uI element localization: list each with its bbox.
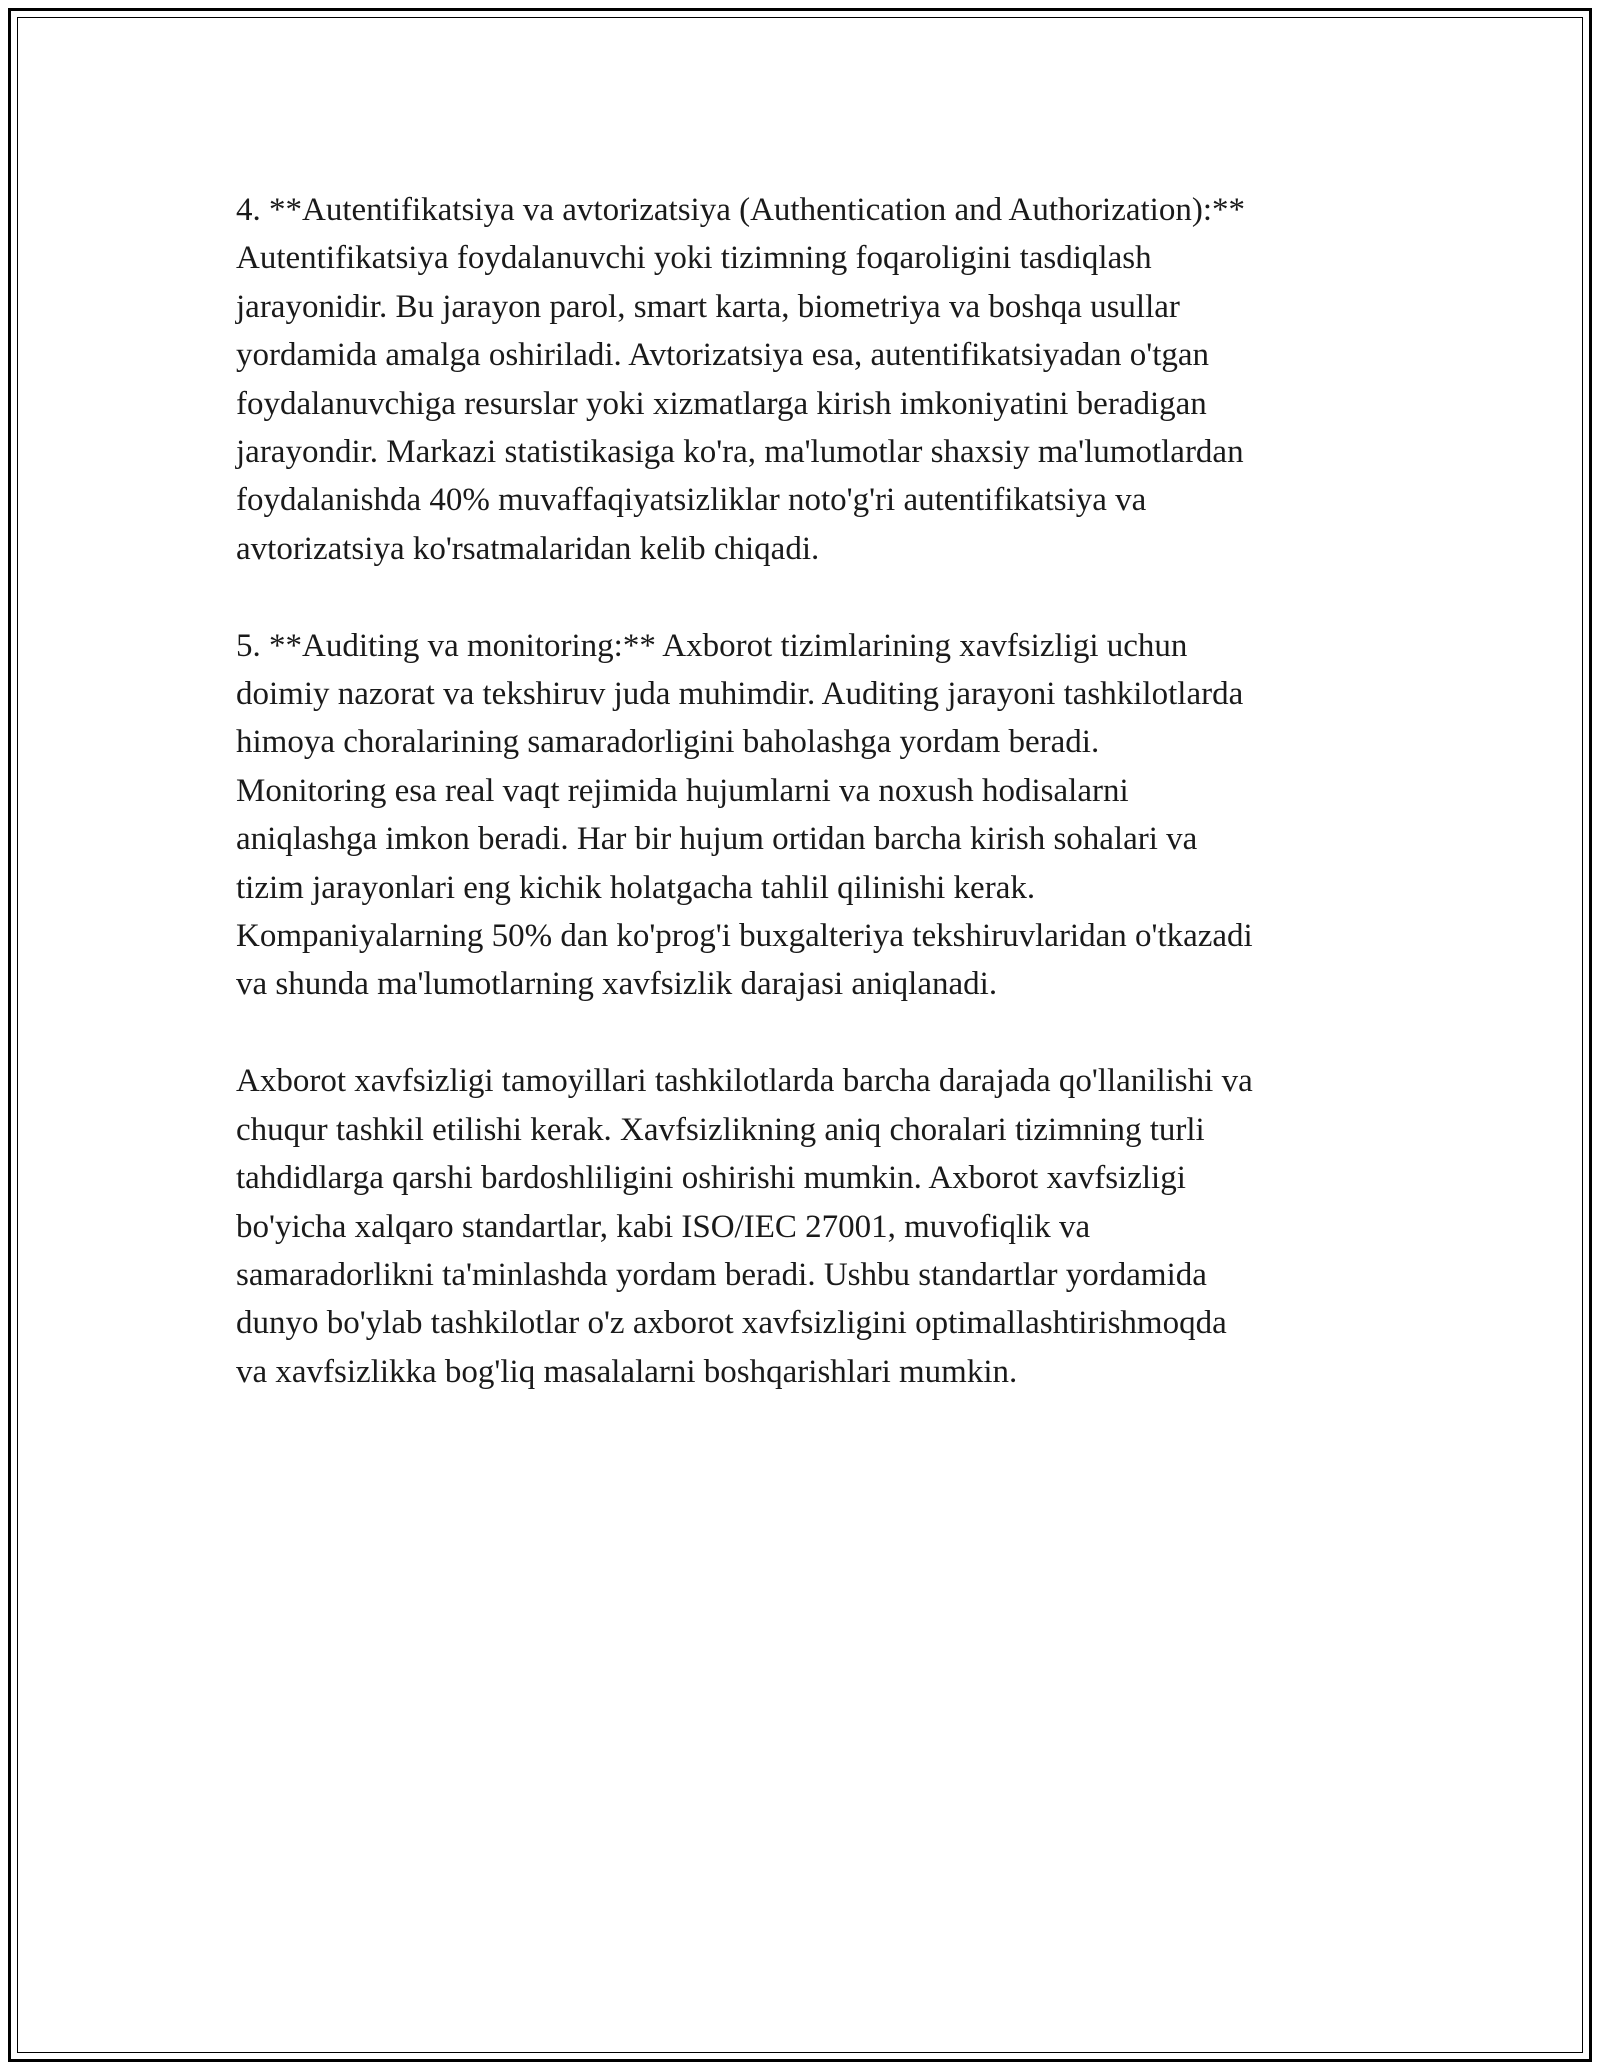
paragraph-security-principles: Axborot xavfsizligi tamoyillari tashkilotlarda barcha darajada qo'llanilishi va chuqur tashkil etilishi kerak. Xavfsizlikning aniq choralari tizimning turli tahdidlarga qarshi bardoshliligini oshirishi mumkin. Axborot xavfsizligi bo'yicha xalqaro standartlar, kabi ISO/IEC 27001, muvofiqlik va samaradorlikni ta'minlashda yordam beradi. Ushbu standartlar yordamida dunyo bo'ylab tashkilotlar o'z axborot xavfsizligini optimallashtirishmoqda va xavfsizlikka bog'liq masalalarni boshqarishlari mumkin. — [236, 1063, 1253, 1390]
paragraph-auditing-monitoring: 5. **Auditing va monitoring:** Axborot tizimlarining xavfsizligi uchun doimiy nazorat va tekshiruv juda muhimdir. Auditing jarayoni tashkilotlarda himoya choralarining samaradorligini baholashga yordam beradi. Monitoring esa real vaqt rejimida hujumlarni va noxush hodisalarni aniqlashga imkon beradi. Har bir hujum ortidan barcha kirish sohalari va tizim jarayonlari eng kichik holatgacha tahlil qilinishi kerak. Kompaniyalarning 50% dan ko'prog'i buxgalteriya tekshiruvlaridan o'tkazadi va shunda ma'lumotlarning xavfsizlik darajasi aniqlanadi. — [236, 627, 1253, 1003]
document-body — [236, 186, 1376, 1445]
paragraph-authentication: 4. **Autentifikatsiya va avtorizatsiya (Authentication and Authorization):** Autentifikatsiya foydalanuvchi yoki tizimning foqaroligini tasdiqlash jarayonidir. Bu jarayon parol, smart karta, biometriya va boshqa usullar yordamida amalga oshiriladi. Avtorizatsiya esa, autentifikatsiyadan o'tgan foydalanuvchiga resurslar yoki xizmatlarga kirish imkoniyatini beradigan jarayondir. Markazi statistikasiga ko'ra, ma'lumotlar shaxsiy ma'lumotlardan foydalanishda 40% muvaffaqiyatsizliklar noto'g'ri autentifikatsiya va avtorizatsiya ko'rsatmalaridan kelib chiqadi. — [236, 192, 1245, 567]
